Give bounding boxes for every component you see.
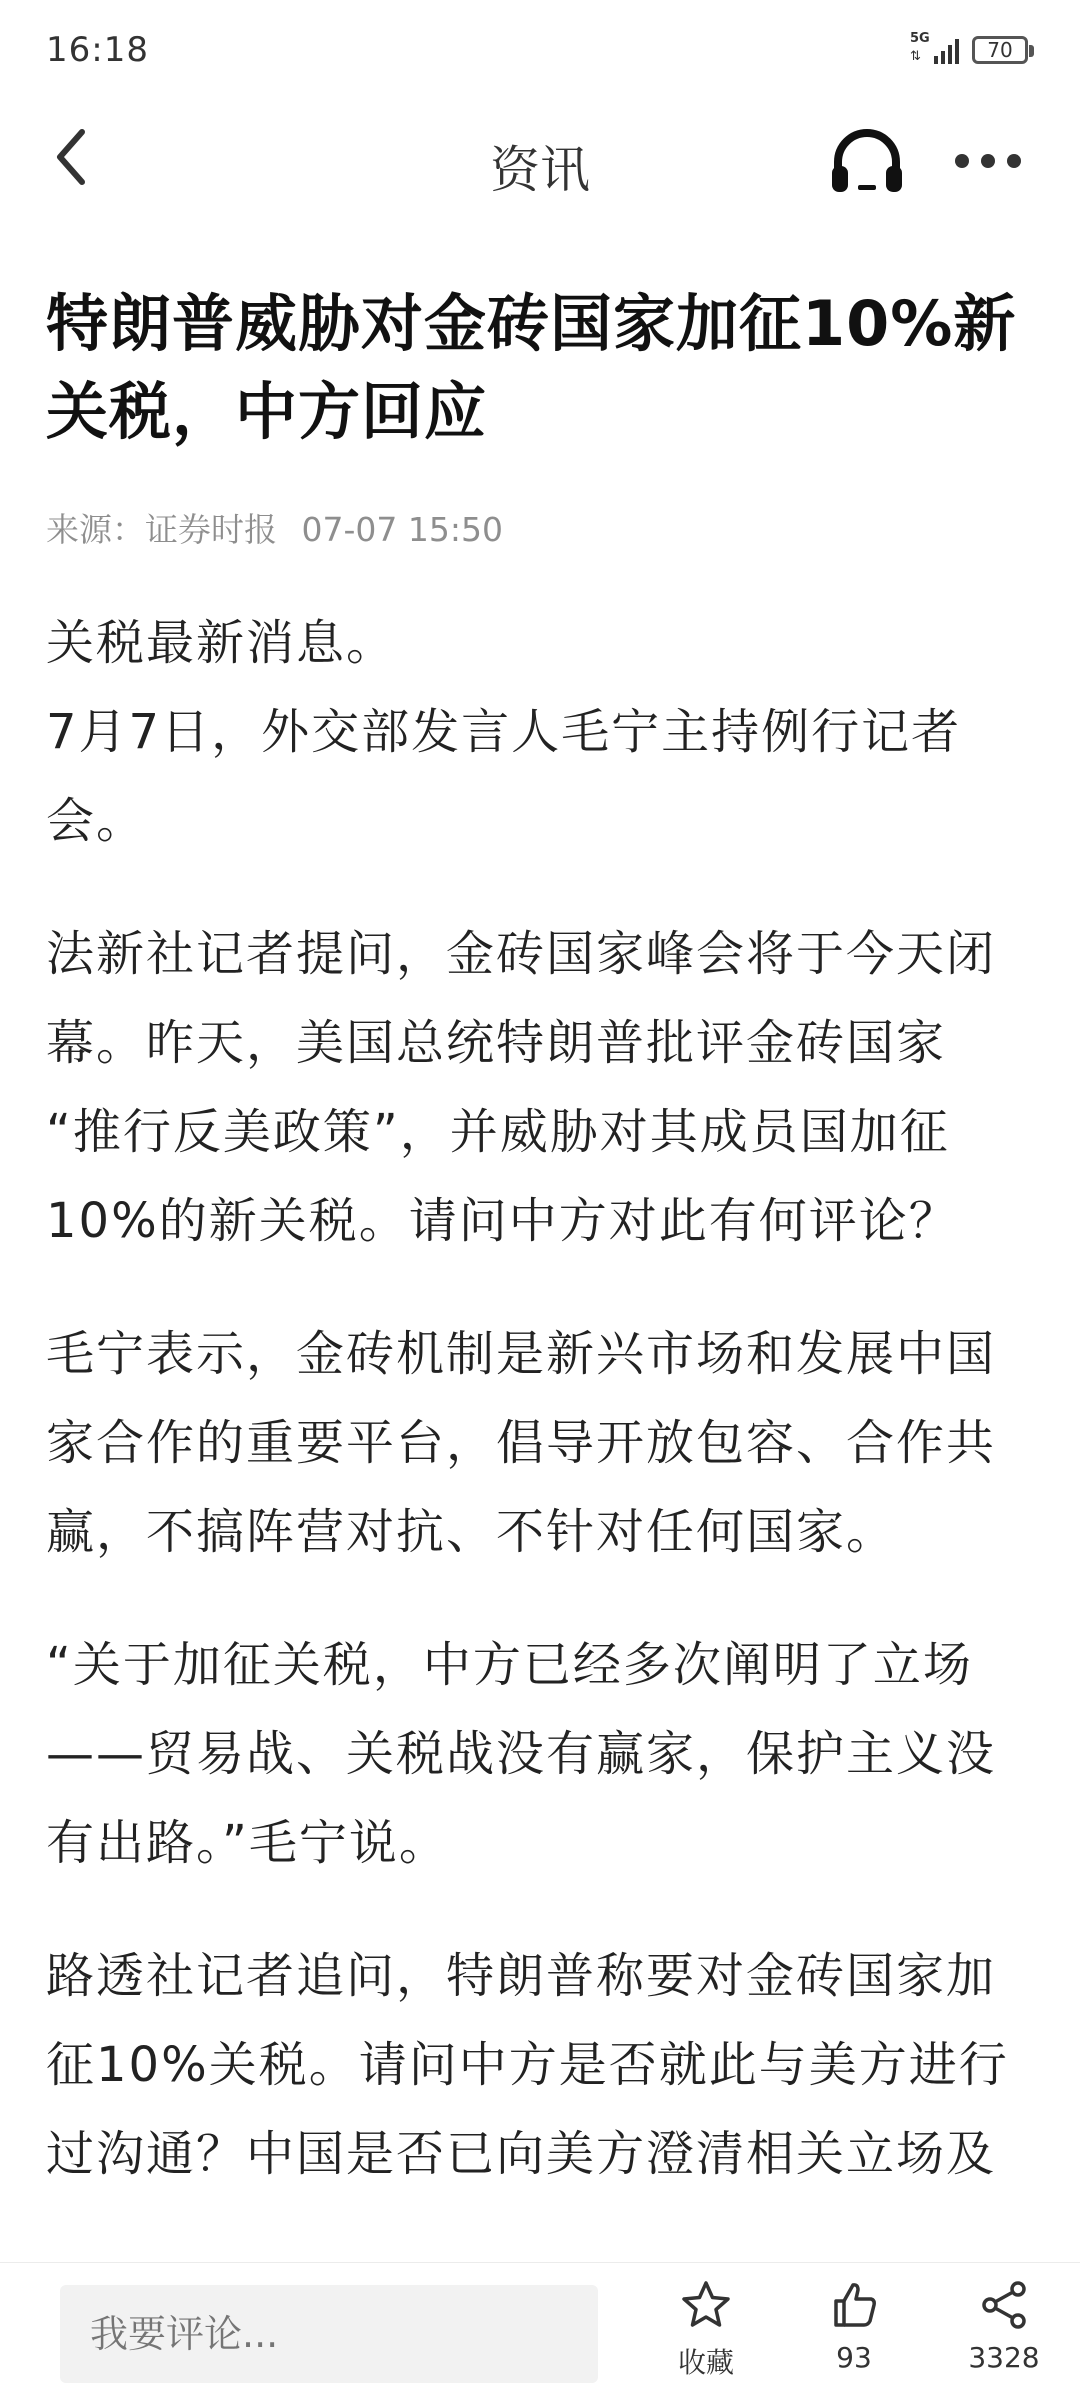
favorite-label: 收藏 xyxy=(677,2346,734,2379)
text-line: 7月7日，外交部发言人毛宁主持例行记者 xyxy=(46,704,962,760)
share-count: 3328 xyxy=(968,2341,1040,2374)
text-line: 路透社记者追问，特朗普称要对金砖国家加 xyxy=(46,1948,997,2004)
text-line: 10%的新关税。请问中方对此有何评论？ xyxy=(46,1193,959,1249)
text-line: 关税最新消息。 xyxy=(46,615,397,671)
text-line: 家合作的重要平台，倡导开放包容、合作共 xyxy=(46,1415,997,1471)
article-time: 07-07 15:50 xyxy=(301,510,503,549)
status-bar xyxy=(0,0,1080,100)
text-line: 法新社记者提问，金砖国家峰会将于今天闭 xyxy=(46,926,997,982)
thumbs-up-icon xyxy=(828,2279,880,2331)
text-line: 幕。昨天，美国总统特朗普批评金砖国家 xyxy=(46,1015,947,1071)
favorite-button[interactable] xyxy=(646,2279,766,2381)
text-line: 赢，不搞阵营对抗、不针对任何国家。 xyxy=(46,1504,897,1560)
more-button[interactable] xyxy=(950,136,1026,186)
more-horizontal-icon xyxy=(950,136,1026,186)
article-title-line: 关税，中方回应 xyxy=(46,375,488,448)
like-button[interactable] xyxy=(794,2279,914,2374)
text-line: “推行反美政策”，并威胁对其成员国加征 xyxy=(46,1104,950,1160)
share-button[interactable] xyxy=(944,2279,1064,2374)
status-time: 16:18 xyxy=(46,30,149,70)
text-line: 征10%关税。请问中方是否就此与美方进行 xyxy=(46,2037,1009,2093)
article-title-line: 特朗普威胁对金砖国家加征10%新 xyxy=(46,287,1017,360)
paragraph xyxy=(46,910,1036,1266)
share-icon xyxy=(978,2279,1030,2331)
comment-input[interactable] xyxy=(60,2285,598,2383)
like-count: 93 xyxy=(836,2341,872,2374)
article xyxy=(46,280,1036,2243)
battery-level: 70 xyxy=(987,38,1013,62)
text-line: 过沟通？中国是否已向美方澄清相关立场及 xyxy=(46,2126,997,2182)
text-line: 会。 xyxy=(46,793,147,849)
paragraph xyxy=(46,1310,1036,1577)
page-title: 资讯 xyxy=(490,141,590,199)
paragraph xyxy=(46,599,1036,866)
nav-bar xyxy=(0,100,1080,220)
star-icon xyxy=(680,2279,732,2331)
text-line: 有出路。”毛宁说。 xyxy=(46,1815,449,1871)
text-line: “关于加征关税，中方已经多次阐明了立场 xyxy=(46,1637,973,1693)
article-source: 来源：证券时报 xyxy=(46,510,277,549)
text-line: 毛宁表示，金砖机制是新兴市场和发展中国 xyxy=(46,1326,997,1382)
headphones-icon xyxy=(828,122,906,200)
article-body xyxy=(46,599,1036,2199)
text-line: ——贸易战、关税战没有赢家，保护主义没 xyxy=(46,1726,997,1782)
article-title xyxy=(46,280,1036,456)
paragraph xyxy=(46,1932,1036,2199)
article-meta xyxy=(46,504,1036,551)
signal-icon: 5G ⇅ xyxy=(910,30,960,70)
paragraph xyxy=(46,1621,1036,1888)
battery-icon xyxy=(972,36,1028,64)
network-type: 5G xyxy=(910,31,930,46)
bottom-action-bar xyxy=(0,2262,1080,2401)
listen-button[interactable] xyxy=(828,122,906,200)
